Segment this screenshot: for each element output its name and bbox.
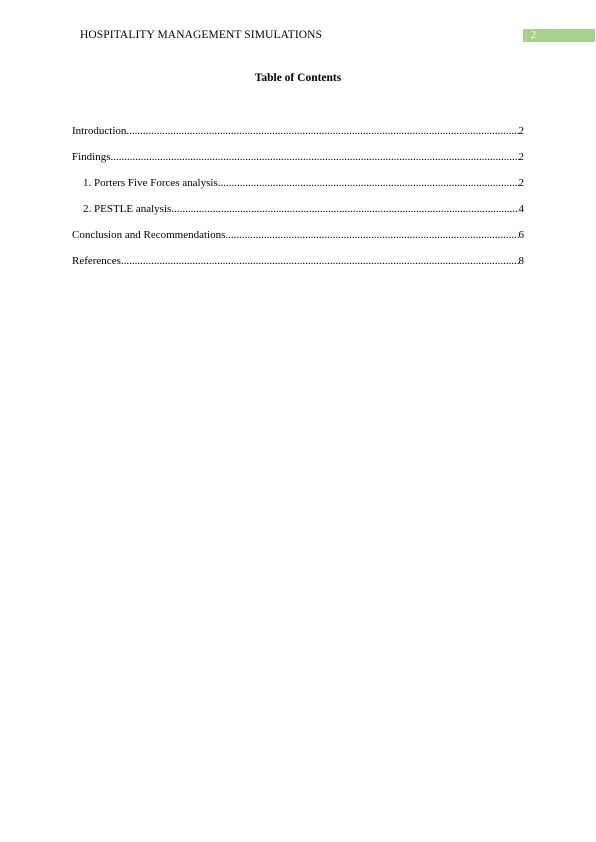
toc-entry-findings[interactable] xyxy=(72,151,524,177)
toc-dot-leader xyxy=(218,177,519,189)
toc-entry-label: Conclusion and Recommendations xyxy=(72,229,226,241)
toc-dot-leader xyxy=(225,229,518,241)
table-of-contents xyxy=(72,125,524,281)
toc-entry-label: Introduction xyxy=(72,125,127,137)
toc-entry-porters-five-forces[interactable] xyxy=(72,177,524,203)
toc-entry-label: 1. Porters Five Forces analysis xyxy=(83,177,218,189)
toc-dot-leader xyxy=(126,125,518,137)
toc-entry-page: 4 xyxy=(518,203,524,215)
toc-entry-page: 6 xyxy=(518,229,524,241)
page-number-badge xyxy=(523,29,595,42)
toc-entry-introduction[interactable] xyxy=(72,125,524,151)
toc-entry-page: 2 xyxy=(518,125,524,137)
toc-entry-references[interactable] xyxy=(72,255,524,281)
toc-entry-label: 2. PESTLE analysis xyxy=(83,203,172,215)
toc-entry-label: Findings xyxy=(72,151,111,163)
toc-entry-page: 8 xyxy=(518,255,524,267)
toc-dot-leader xyxy=(171,203,518,215)
toc-entry-pestle[interactable] xyxy=(72,203,524,229)
toc-entry-page: 2 xyxy=(518,151,524,163)
toc-heading: Table of Contents xyxy=(254,72,342,84)
running-header-title: HOSPITALITY MANAGEMENT SIMULATIONS xyxy=(80,29,323,41)
toc-entry-label: References xyxy=(72,255,121,267)
toc-dot-leader xyxy=(121,255,519,267)
toc-dot-leader xyxy=(111,151,519,163)
toc-entry-conclusion[interactable] xyxy=(72,229,524,255)
toc-entry-page: 2 xyxy=(518,177,524,189)
page-number: 2 xyxy=(531,30,536,41)
